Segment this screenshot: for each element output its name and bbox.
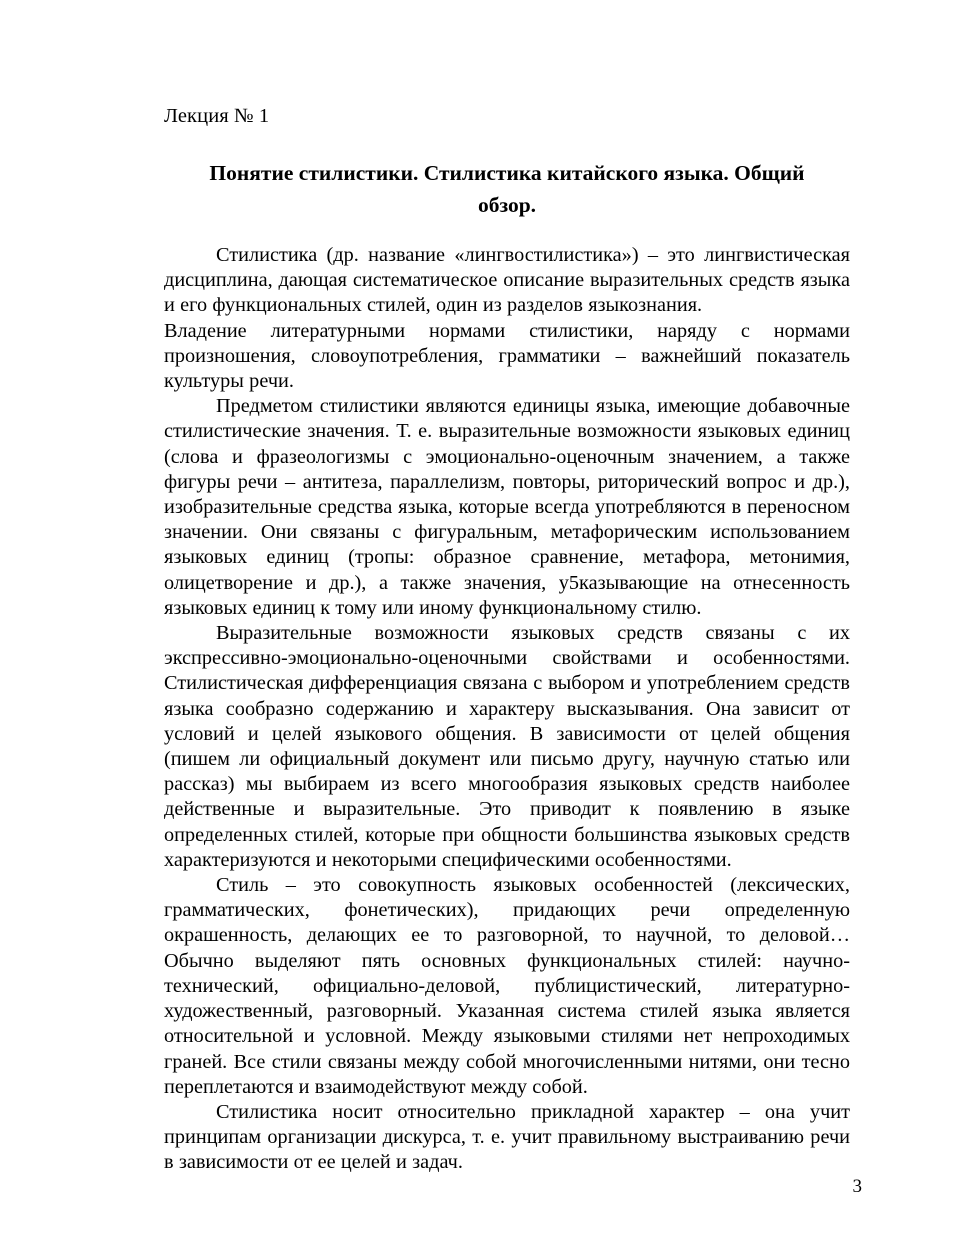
page-title: Понятие стилистики. Стилистика китайского языка. Общий обзор.	[209, 161, 805, 217]
paragraph: Владение литературными нормами стилистики, наряду с нормами произношения, словоупотребления, грамматики – важнейший показатель культуры речи.	[164, 319, 850, 393]
lecture-label: Лекция № 1	[164, 105, 270, 127]
paragraph: Предметом стилистики являются единицы языка, имеющие добавочные стилистические значения. Т. е. выразительные возможности языковых единиц (слова и фразеологизмы с эмоционально-оценочным значением, а также фигуры речи – антитеза, параллелизм, повторы, риторический вопрос и др.), изобразительные средства языка, которые всегда употребляются в переносном значении. Они связаны с фигуральным, метафорическим использованием языковых единиц (тропы: образное сравнение, метафора, метонимия, олицетворение и др.), а также значения, у5казывающие на отнесенность языковых единиц к тому или иному функциональному стилю.	[164, 395, 850, 619]
page-number: 3	[852, 1176, 862, 1197]
paragraph: Выразительные возможности языковых средств связаны с их экспрессивно-эмоционально-оценочными свойствами и особенностями. Стилистическая дифференциация связана с выбором и употреблением средств языка сообразно содержанию и характеру высказывания. Она зависит от условий и целей языкового общения. В зависимости от целей общения (пишем ли официальный документ или письмо другу, научную статью или рассказ) мы выбираем из всего многообразия языковых средств наиболее действенные и выразительные. Это приводит к появлению в языке определенных стилей, которые при общности большинства языковых средств характеризуются и некоторыми специфическими особенностями.	[164, 622, 850, 871]
paragraph: Стилистика (др. название «лингвостилистика») – это лингвистическая дисциплина, дающая систематическое описание выразительных средств языка и его функциональных стилей, один из разделов языкознания.	[164, 244, 850, 317]
paragraph: Стиль – это совокупность языковых особенностей (лексических, грамматических, фонетических), придающих речи определенную окрашенность, делающих ее то разговорной, то научной, то деловой… Обычно выделяют пять основных функциональных стилей: научно-технический, официально-деловой, публицистический, литературно-художественный, разговорный. Указанная система стилей языка является относительной и условной. Между языковыми стилями нет непроходимых граней. Все стили связаны между собой многочисленными нитями, они тесно переплетаются и взаимодействуют между собой.	[164, 874, 850, 1098]
body-copy	[164, 243, 850, 1176]
document-text-block	[164, 104, 850, 1176]
paragraph: Стилистика носит относительно прикладной характер – она учит принципам организации дискурса, т. е. учит правильному выстраиванию речи в зависимости от ее целей и задач.	[164, 1100, 850, 1174]
